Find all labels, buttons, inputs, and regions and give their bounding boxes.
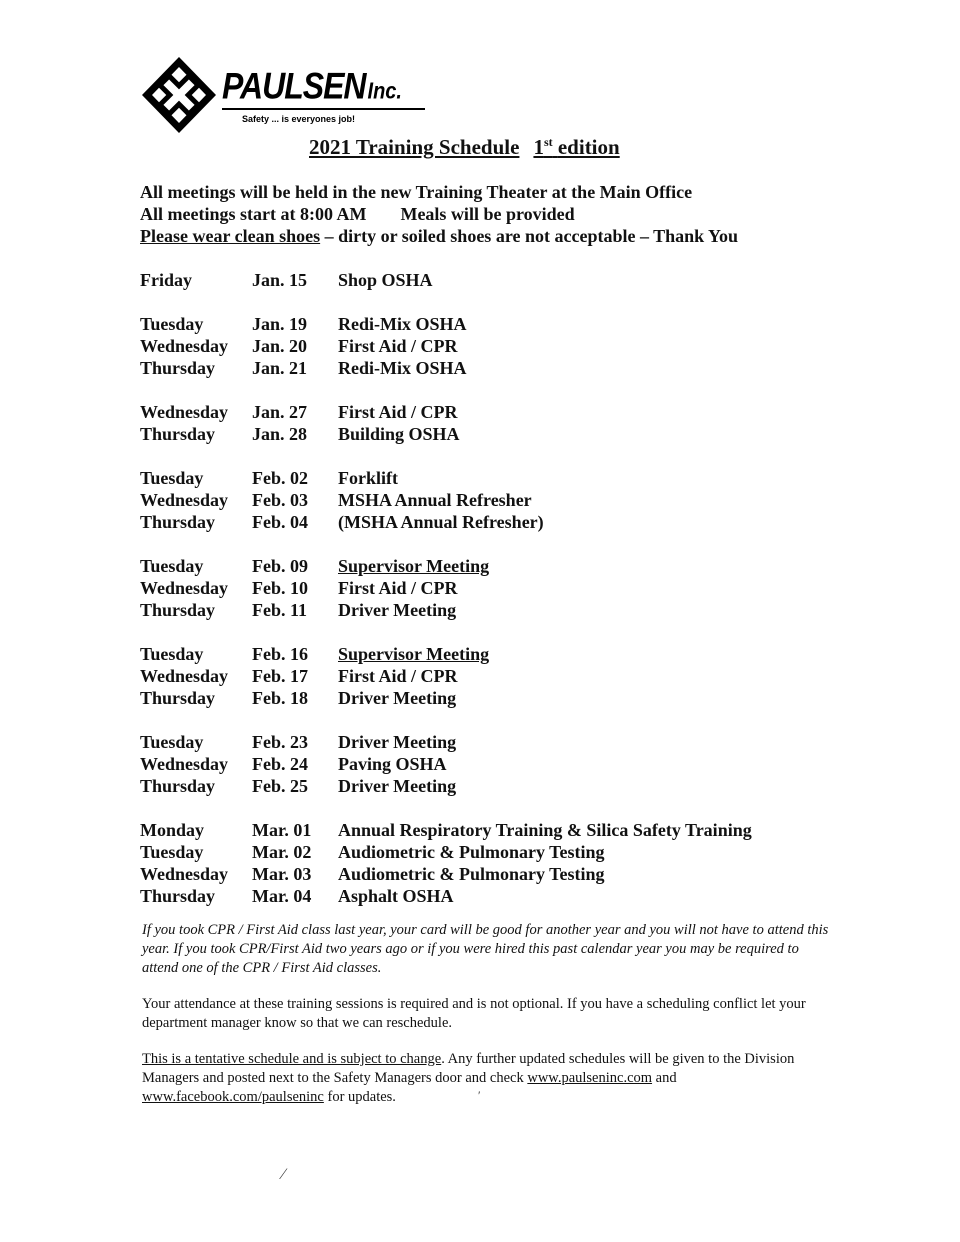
schedule-date: Jan. 21 xyxy=(252,358,308,378)
facebook-link[interactable]: www.facebook.com/paulseninc xyxy=(142,1089,324,1105)
schedule-row xyxy=(140,511,752,533)
schedule-group xyxy=(140,643,752,709)
schedule-day: Monday xyxy=(140,820,205,840)
tentative-note: This is a tentative schedule and is subject to change. Any further updated schedules will be given to the Division Managers and posted next to the Safety Managers door and check www.paulseninc.com and www.facebook.com/paulseninc for updates. xyxy=(142,1051,795,1105)
schedule-day: Wednesday xyxy=(140,754,229,774)
schedule-day: Thursday xyxy=(140,512,216,532)
schedule-topic: Driver Meeting xyxy=(338,776,457,796)
schedule-row xyxy=(140,423,752,445)
schedule-date: Feb. 03 xyxy=(252,490,308,510)
schedule-row xyxy=(140,687,752,709)
schedule-day: Tuesday xyxy=(140,644,204,664)
schedule-row xyxy=(140,863,752,885)
schedule-day: Thursday xyxy=(140,600,216,620)
company-logo xyxy=(140,55,430,135)
schedule-topic: Shop OSHA xyxy=(338,270,433,290)
schedule-date: Feb. 10 xyxy=(252,578,308,598)
schedule-row xyxy=(140,841,752,863)
schedule-topic: Redi-Mix OSHA xyxy=(338,314,467,334)
schedule-topic: Asphalt OSHA xyxy=(338,886,454,906)
schedule-topic: First Aid / CPR xyxy=(338,578,458,598)
shoes-note: Please wear clean shoes – dirty or soiled shoes are not acceptable – Thank You xyxy=(140,226,739,246)
stray-mark: ⁄ xyxy=(282,1166,285,1183)
schedule-row xyxy=(140,599,752,621)
schedule-date: Feb. 16 xyxy=(252,644,308,664)
schedule-date: Feb. 09 xyxy=(252,556,308,576)
schedule-date: Mar. 02 xyxy=(252,842,312,862)
schedule-day: Tuesday xyxy=(140,732,204,752)
schedule-topic: Audiometric & Pulmonary Testing xyxy=(338,864,605,884)
schedule-topic: First Aid / CPR xyxy=(338,336,458,356)
schedule-row xyxy=(140,665,752,687)
schedule-topic: MSHA Annual Refresher xyxy=(338,490,532,510)
schedule-day: Wednesday xyxy=(140,864,229,884)
schedule-day: Tuesday xyxy=(140,468,204,488)
schedule-date: Mar. 03 xyxy=(252,864,312,884)
stray-mark: ′ xyxy=(478,1088,481,1102)
schedule-day: Wednesday xyxy=(140,490,229,510)
schedule-row xyxy=(140,313,752,335)
schedule-row xyxy=(140,555,752,577)
meeting-notes xyxy=(140,181,738,247)
schedule-group xyxy=(140,819,752,907)
schedule-topic: Annual Respiratory Training & Silica Safety Training xyxy=(338,820,752,840)
schedule-topic: Paving OSHA xyxy=(338,754,447,774)
logo-rule xyxy=(222,108,425,110)
schedule-day: Wednesday xyxy=(140,666,229,686)
schedule-row xyxy=(140,731,752,753)
schedule-row xyxy=(140,401,752,423)
location-note: All meetings will be held in the new Training Theater at the Main Office xyxy=(140,182,693,202)
schedule-date: Mar. 04 xyxy=(252,886,312,906)
schedule-date: Mar. 01 xyxy=(252,820,312,840)
schedule-topic: Driver Meeting xyxy=(338,600,457,620)
schedule-date: Feb. 17 xyxy=(252,666,308,686)
paulsen-logo-icon xyxy=(140,55,218,135)
schedule-topic: First Aid / CPR xyxy=(338,402,458,422)
company-tagline: Safety ... is everyones job! xyxy=(242,114,356,124)
schedule-row xyxy=(140,753,752,775)
schedule-date: Jan. 20 xyxy=(252,336,308,356)
document-title: 2021 Training Schedule 1st edition xyxy=(309,135,620,159)
schedule-group xyxy=(140,555,752,621)
schedule-row xyxy=(140,357,752,379)
schedule-day: Thursday xyxy=(140,424,216,444)
schedule-date: Feb. 18 xyxy=(252,688,308,708)
schedule-day: Tuesday xyxy=(140,556,204,576)
schedule-group xyxy=(140,731,752,797)
schedule-day: Thursday xyxy=(140,776,216,796)
schedule-date: Feb. 04 xyxy=(252,512,308,532)
company-name: PAULSEN Inc. xyxy=(222,65,402,107)
schedule-row xyxy=(140,577,752,599)
schedule-topic: Driver Meeting xyxy=(338,732,457,752)
schedule-day: Thursday xyxy=(140,886,216,906)
schedule-day: Tuesday xyxy=(140,314,204,334)
schedule-topic: Audiometric & Pulmonary Testing xyxy=(338,842,605,862)
schedule-day: Tuesday xyxy=(140,842,204,862)
schedule-row xyxy=(140,489,752,511)
schedule-row xyxy=(140,467,752,489)
schedule-row xyxy=(140,335,752,357)
cpr-note: If you took CPR / First Aid class last year, your card will be good for another year and you will not have to attend this year. If you took CPR/First Aid two years ago or if you were hired this past calendar year you may be required to attend one of the CPR / First Aid classes. xyxy=(142,922,829,976)
schedule-day: Wednesday xyxy=(140,402,229,422)
schedule-topic: Redi-Mix OSHA xyxy=(338,358,467,378)
schedule-topic: Supervisor Meeting xyxy=(338,644,490,664)
schedule-day: Thursday xyxy=(140,358,216,378)
schedule-date: Feb. 11 xyxy=(252,600,308,620)
schedule-day: Wednesday xyxy=(140,336,229,356)
website-link[interactable]: www.paulseninc.com xyxy=(527,1070,653,1086)
schedule-row xyxy=(140,269,752,291)
schedule-day: Friday xyxy=(140,270,192,290)
schedule-row xyxy=(140,885,752,907)
attendance-note: Your attendance at these training sessions is required and is not optional. If you have a scheduling conflict let your department manager know so that we can reschedule. xyxy=(142,996,806,1031)
schedule-topic: Forklift xyxy=(338,468,398,488)
schedule-row xyxy=(140,643,752,665)
schedule-date: Feb. 02 xyxy=(252,468,308,488)
schedule-group xyxy=(140,401,752,445)
schedule-date: Jan. 19 xyxy=(252,314,308,334)
schedule-group xyxy=(140,467,752,533)
schedule-topic: Driver Meeting xyxy=(338,688,457,708)
schedule-row xyxy=(140,819,752,841)
schedule-topic: Supervisor Meeting xyxy=(338,556,490,576)
schedule-date: Feb. 25 xyxy=(252,776,308,796)
schedule-date: Jan. 28 xyxy=(252,424,308,444)
schedule-date: Jan. 15 xyxy=(252,270,308,290)
schedule-topic: Building OSHA xyxy=(338,424,460,444)
training-schedule xyxy=(140,269,752,929)
schedule-date: Feb. 24 xyxy=(252,754,308,774)
schedule-day: Thursday xyxy=(140,688,216,708)
schedule-group xyxy=(140,269,752,291)
time-note: All meetings start at 8:00 AM Meals will be provided xyxy=(140,204,575,224)
schedule-topic: First Aid / CPR xyxy=(338,666,458,686)
schedule-date: Jan. 27 xyxy=(252,402,308,422)
schedule-row xyxy=(140,775,752,797)
schedule-day: Wednesday xyxy=(140,578,229,598)
schedule-group xyxy=(140,313,752,379)
schedule-topic: (MSHA Annual Refresher) xyxy=(338,512,544,532)
schedule-date: Feb. 23 xyxy=(252,732,308,752)
